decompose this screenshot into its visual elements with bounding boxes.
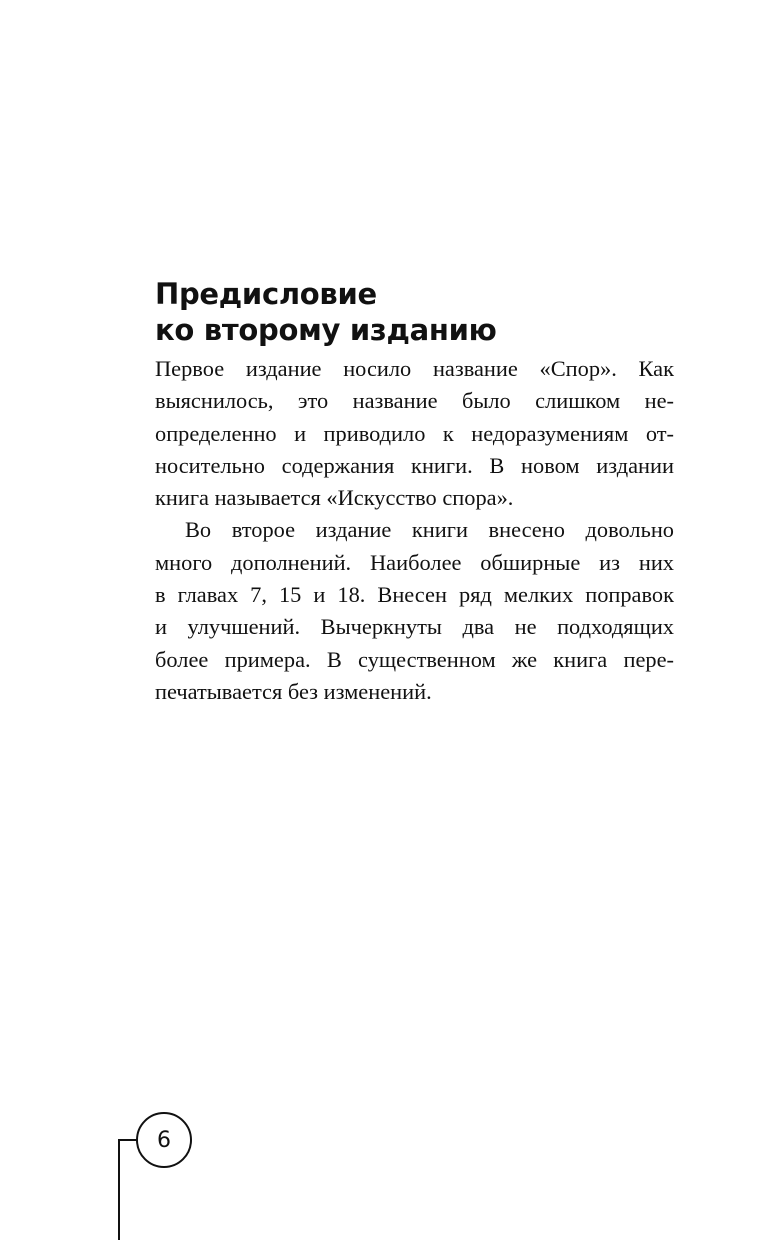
body-text xyxy=(155,353,674,708)
text-line: и улучшений. Вычеркнуты два не подходящих xyxy=(155,614,674,640)
page-marker-vertical-rule xyxy=(118,1139,120,1240)
title-line-1: Предисловие xyxy=(155,277,377,311)
page-number: 6 xyxy=(136,1112,192,1168)
text-line: в главах 7, 15 и 18. Внесен ряд мелких поправок xyxy=(155,582,674,608)
text-line: печатывается без изменений. xyxy=(155,678,432,704)
text-line: определенно и приводило к недоразумениям от- xyxy=(155,420,674,446)
text-line: много дополнений. Наиболее обширные из них xyxy=(155,549,674,575)
page-title xyxy=(155,276,685,348)
page-marker-horizontal-rule xyxy=(118,1139,137,1141)
paragraph-2 xyxy=(155,514,674,708)
paragraph-1 xyxy=(155,353,674,514)
text-line: носительно содержания книги. В новом издании xyxy=(155,452,674,478)
text-line: выяснилось, это название было слишком не- xyxy=(155,388,674,414)
text-line: Во второе издание книги внесено довольно xyxy=(185,517,674,543)
text-line: книга называется «Искусство спора». xyxy=(155,485,514,511)
text-line: более примера. В существенном же книга пере- xyxy=(155,646,674,672)
title-line-2: ко второму изданию xyxy=(155,313,497,347)
text-line: Первое издание носило название «Спор». Как xyxy=(155,356,674,381)
